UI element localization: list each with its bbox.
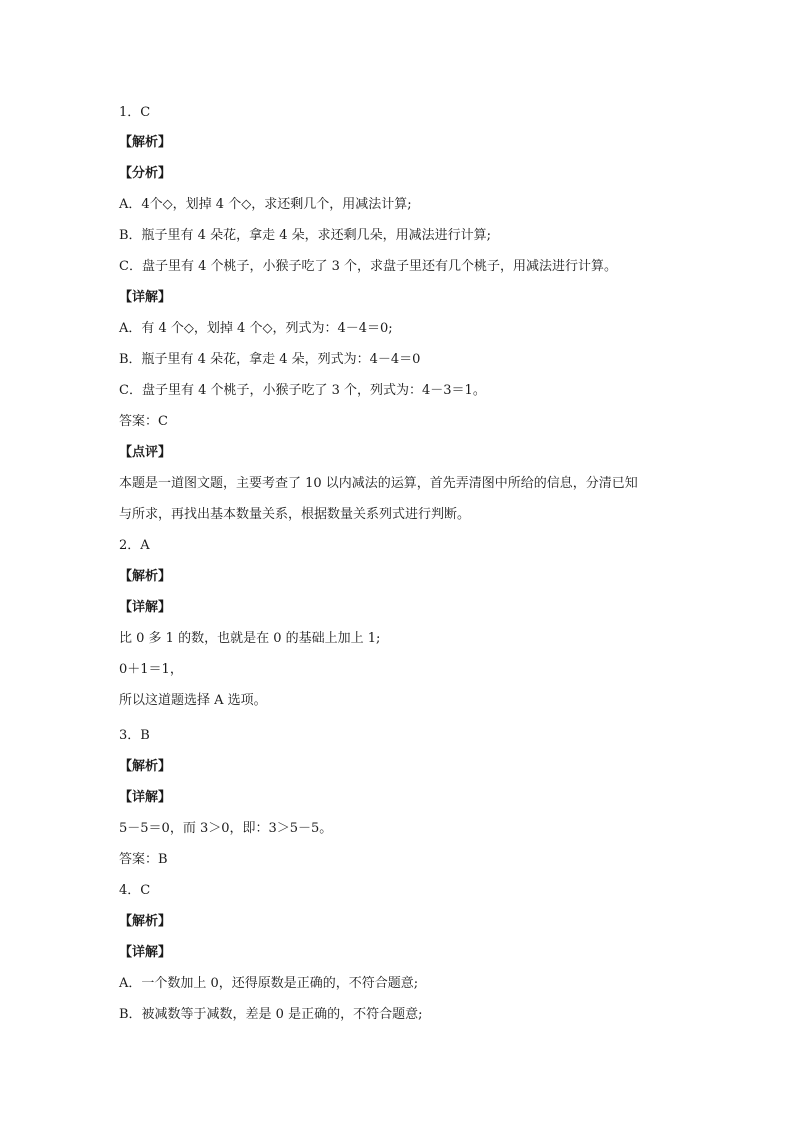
answer-line: 答案：B bbox=[119, 852, 168, 867]
text-line: 本题是一道图文题，主要考查了 10 以内减法的运算，首先弄清图中所给的信息，分清已知 bbox=[119, 476, 638, 491]
text-line: A．一个数加上 0，还得原数是正确的，不符合题意; bbox=[119, 976, 419, 991]
section-analysis: 【解析】 bbox=[119, 135, 172, 150]
section-comment: 【点评】 bbox=[119, 445, 172, 460]
section-detail: 【详解】 bbox=[119, 790, 172, 805]
text-line: A．有 4 个◇，划掉 4 个◇，列式为：4－4＝0; bbox=[119, 321, 393, 336]
question-1-answer: 1．C bbox=[119, 105, 151, 120]
answer-line: 答案：C bbox=[119, 414, 168, 429]
question-4-answer: 4．C bbox=[119, 883, 151, 898]
section-analysis: 【解析】 bbox=[119, 759, 172, 774]
section-detail: 【详解】 bbox=[119, 290, 172, 305]
text-line: C．盘子里有 4 个桃子，小猴子吃了 3 个，列式为：4－3＝1。 bbox=[119, 383, 486, 398]
question-3-answer: 3．B bbox=[119, 728, 150, 743]
section-fenxi: 【分析】 bbox=[119, 166, 172, 181]
section-detail: 【详解】 bbox=[119, 600, 172, 615]
equation-line: 0＋1＝1， bbox=[119, 662, 183, 677]
text-line: 5－5＝0，而 3＞0，即：3＞5－5。 bbox=[119, 821, 333, 836]
text-line: 所以这道题选择 A 选项。 bbox=[119, 693, 267, 708]
text-line: A．4个◇，划掉 4 个◇，求还剩几个，用减法计算; bbox=[119, 197, 412, 212]
section-analysis: 【解析】 bbox=[119, 569, 172, 584]
text-line: C．盘子里有 4 个桃子，小猴子吃了 3 个，求盘子里还有几个桃子，用减法进行计算。 bbox=[119, 259, 618, 274]
text-line: B．被减数等于减数，差是 0 是正确的，不符合题意; bbox=[119, 1007, 423, 1022]
question-2-answer: 2．A bbox=[119, 538, 150, 553]
text-line: 与所求，再找出基本数量关系，根据数量关系列式进行判断。 bbox=[119, 507, 471, 522]
text-line: B．瓶子里有 4 朵花，拿走 4 朵，求还剩几朵，用减法进行计算; bbox=[119, 228, 492, 243]
text-line: B．瓶子里有 4 朵花，拿走 4 朵，列式为：4－4＝0 bbox=[119, 352, 421, 367]
section-detail: 【详解】 bbox=[119, 945, 172, 960]
text-line: 比 0 多 1 的数，也就是在 0 的基础上加上 1; bbox=[119, 631, 381, 646]
section-analysis: 【解析】 bbox=[119, 914, 172, 929]
